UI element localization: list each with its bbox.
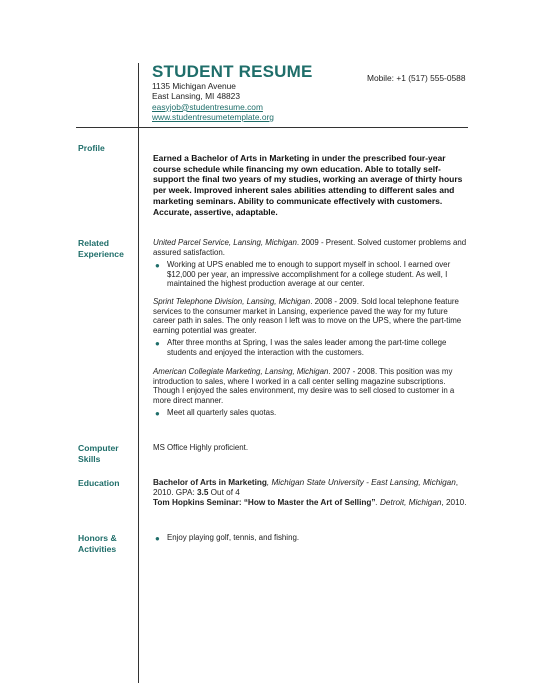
honors-label-line1: Honors & — [78, 533, 117, 543]
job-bullets — [153, 408, 471, 418]
list-item — [153, 338, 471, 357]
job-description — [153, 297, 471, 335]
list-item — [153, 260, 471, 289]
job-entry — [153, 297, 471, 358]
contact-block — [152, 81, 274, 122]
website-link[interactable]: www.studentresumetemplate.org — [152, 111, 274, 122]
seminar-title: Tom Hopkins Seminar: “How to Master the Art of Selling” — [153, 498, 376, 507]
experience-label-line1: Related — [78, 238, 110, 248]
job-details: . 2009 - Present. Solved customer problems and assured satisfaction. — [153, 238, 467, 257]
job-bullets — [153, 260, 471, 289]
job-title: American Collegiate Marketing, Lansing, Michigan — [153, 367, 329, 376]
list-item — [153, 408, 471, 418]
email-link[interactable]: easyjob@studentresume.com — [152, 101, 263, 112]
mobile-number: Mobile: +1 (517) 555-0588 — [367, 73, 466, 83]
vertical-divider — [138, 63, 139, 683]
job-entry — [153, 238, 471, 289]
honors-bullets — [153, 533, 471, 543]
address-line-2: East Lansing, MI 48823 — [152, 91, 240, 102]
bullet-icon: ● — [155, 339, 160, 349]
degree-entry — [153, 478, 471, 498]
skills-label-line2: Skills — [78, 453, 101, 464]
section-label-honors — [78, 533, 117, 554]
gpa-value: 3.5 — [197, 488, 209, 497]
year-gpa: , 2010. GPA: — [153, 478, 459, 497]
skills-text: MS Office Highly proficient. — [153, 443, 249, 452]
bullet-icon: ● — [155, 409, 160, 419]
education-block — [153, 478, 471, 508]
job-title: Sprint Telephone Division, Lansing, Michigan — [153, 297, 311, 306]
gpa-suffix: Out of 4 — [208, 488, 240, 497]
job-title: United Parcel Service, Lansing, Michigan — [153, 238, 297, 247]
section-label-profile: Profile — [78, 143, 105, 153]
experience-label-line2: Experience — [78, 248, 124, 259]
seminar-entry — [153, 498, 471, 508]
school-name: , Michigan State University - East Lansing, Michigan — [266, 478, 456, 487]
resume-title: STUDENT RESUME — [152, 62, 313, 81]
bullet-text: Working at UPS enabled me to enough to support myself in school. I earned over $12,000 per year, an impressive accomplishment for a college student. As well, I maintained the highest production average at our center. — [167, 260, 451, 289]
section-label-education: Education — [78, 478, 120, 488]
bullet-icon: ● — [155, 261, 160, 271]
skills-label-line1: Computer — [78, 443, 119, 453]
seminar-place: . Detroit, Michigan — [375, 498, 442, 507]
job-entry — [153, 367, 471, 418]
job-description — [153, 367, 471, 405]
bullet-icon: ● — [155, 534, 160, 543]
section-label-skills — [78, 443, 119, 464]
job-details: . 2007 - 2008. This position was my introduction to sales, where I worked in a call center selling magazine subscriptions. Though I enjoyed the sales environment, my desire was to sell closed to customer in a more direct manner. — [153, 367, 455, 405]
horizontal-divider — [76, 127, 468, 128]
bullet-text: Enjoy playing golf, tennis, and fishing. — [167, 533, 300, 542]
job-description — [153, 238, 471, 257]
address-line-1: 1135 Michigan Avenue — [152, 81, 236, 91]
job-bullets — [153, 338, 471, 357]
honors-label-line2: Activities — [78, 543, 117, 554]
bullet-text: After three months at Spring, I was the sales leader among the part-time college students and enjoyed the interaction with the customers. — [167, 338, 447, 357]
seminar-year: , 2010. — [441, 498, 467, 507]
bullet-text: Meet all quarterly sales quotas. — [167, 408, 277, 418]
profile-text: Earned a Bachelor of Arts in Marketing in under the prescribed four-year course schedule while financing my own education. Able to totally self-support the final two years of my studies, working an average of thirty hours per week. Improved inherent sales abilities attending to different sales and marketing seminars. Ability to communicate effectively with customers. Accurate, assertive, adaptable. — [153, 153, 463, 217]
section-label-experience — [78, 238, 124, 259]
degree-name: Bachelor of Arts in Marketing — [153, 478, 267, 487]
honors-block — [153, 533, 471, 543]
list-item — [153, 533, 471, 543]
job-details: . 2008 - 2009. Sold local telephone feature services to the consumer market in Lansing, experience paved the way for my future career path in sales. The only reason I left was to move on the UPS, where the part-time earning potential was greater. — [153, 297, 462, 335]
